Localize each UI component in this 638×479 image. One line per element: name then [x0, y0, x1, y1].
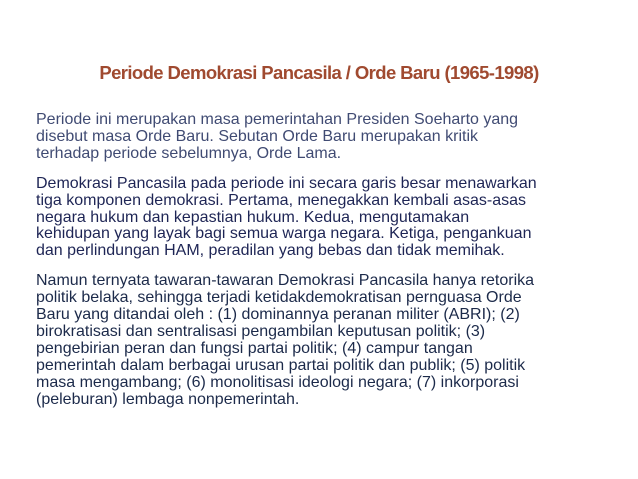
- paragraph-line: negara hukum dan kepastian hukum. Kedua, mengutamakan: [36, 208, 470, 226]
- paragraph-line: dan perlindungan HAM, peradilan yang bebas dan tidak memihak.: [36, 242, 505, 260]
- slide-title: Periode Demokrasi Pancasila / Orde Baru (1965-1998): [99, 62, 539, 83]
- paragraph-line: tiga komponen demokrasi. Pertama, menegakkan kembali asas-asas: [36, 191, 527, 209]
- paragraph-orde-baru-intro: [36, 112, 608, 163]
- paragraph-line: disebut masa Orde Baru. Sebutan Orde Baru merupakan kritik: [36, 127, 478, 145]
- paragraph-line: pemerintah dalam berbagai urusan partai politik dan publik; (5) politik: [36, 356, 526, 374]
- paragraph-line: Baru yang ditandai oleh : (1) dominannya peranan militer (ABRI); (2): [36, 306, 520, 324]
- paragraph-line: terhadap periode sebelumnya, Orde Lama.: [36, 144, 342, 162]
- slide-body: [36, 112, 608, 422]
- paragraph-line: Periode ini merupakan masa pemerintahan Presiden Soeharto yang: [36, 111, 519, 128]
- paragraph-line: masa mengambang; (6) monolitisasi ideologi negara; (7) inkorporasi: [36, 373, 519, 391]
- paragraph-demokrasi-components: [36, 176, 608, 261]
- paragraph-line: (peleburan) lembaga nonpemerintah.: [36, 390, 300, 408]
- paragraph-line: pengebirian peran dan fungsi partai politik; (4) campur tangan: [36, 339, 473, 357]
- paragraph-line: birokratisasi dan sentralisasi pengambilan keputusan politik; (3): [36, 322, 486, 340]
- paragraph-line: politik belaka, sehingga terjadi ketidakdemokratisan pernguasa Orde: [36, 289, 522, 307]
- paragraph-line: kehidupan yang layak bagi semua warga negara. Ketiga, pengankuan: [36, 225, 532, 243]
- paragraph-line: Namun ternyata tawaran-tawaran Demokrasi Pancasila hanya retorika: [36, 272, 535, 290]
- paragraph-line: Demokrasi Pancasila pada periode ini secara garis besar menawarkan: [36, 174, 537, 192]
- paragraph-ketidakdemokratisan: [36, 273, 608, 408]
